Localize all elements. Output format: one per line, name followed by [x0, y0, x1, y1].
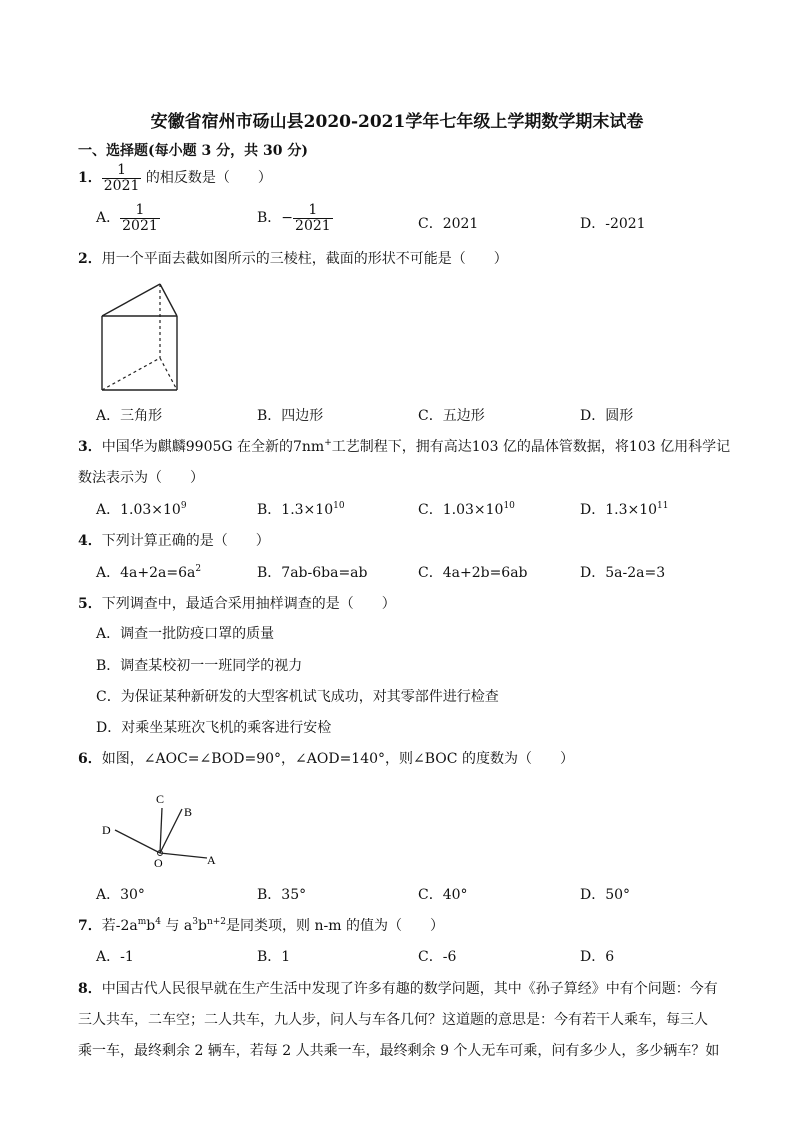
question-stem: 是同类项，则 n-m 的值为（ ）	[226, 918, 444, 934]
point-label-b: B	[184, 805, 193, 819]
question-stem: 中国华为麒麟9905G 在全新的7nm	[101, 439, 325, 455]
question-stem: 用一个平面去截如图所示的三棱柱，截面的形状不可能是（ ）	[101, 251, 508, 267]
option-b: B．7ab-6ba=ab	[257, 565, 368, 581]
exponent: 9	[180, 501, 187, 511]
option-c: C．五边形	[418, 408, 485, 424]
question-2	[78, 248, 508, 268]
option-b: B．调查某校初一一班同学的视力	[96, 658, 303, 674]
question-8-line-3: 乘一车，最终剩余 2 辆车，若每 2 人共乘一车，最终剩余 9 个人无车可乘，问有多少人，多少辆车？如	[78, 1043, 720, 1059]
fraction	[120, 203, 160, 233]
question-number: 4．	[78, 533, 102, 549]
triangular-prism-figure	[95, 280, 190, 395]
numerator: 1	[293, 203, 333, 219]
angle-figure	[95, 788, 225, 870]
option-d	[580, 499, 669, 519]
option-c: C．为保证某种新研发的大型客机试飞成功，对其零部件进行检查	[96, 689, 499, 705]
option-label: B．	[257, 210, 282, 227]
option-c	[418, 499, 515, 519]
question-6	[78, 748, 574, 768]
exponent: m	[137, 917, 147, 927]
exponent: 2	[195, 564, 202, 574]
question-3-line-2: 数法表示为（ ）	[78, 470, 204, 486]
option-b	[257, 499, 345, 519]
question-4	[78, 530, 270, 550]
question-3-line-1	[78, 436, 730, 456]
option-text: B．1.3×10	[257, 502, 334, 518]
exponent: 4	[155, 917, 161, 927]
exponent: 11	[657, 501, 669, 511]
option-b: B．四边形	[257, 408, 324, 424]
option-label: A．	[96, 210, 121, 227]
option-b: B．1	[257, 949, 291, 965]
question-1	[78, 163, 272, 193]
option-b: B．35°	[257, 887, 307, 903]
denominator: 2021	[295, 217, 331, 234]
option-c: C．2021	[418, 216, 479, 232]
question-stem: 下列调查中，最适合采用抽样调查的是（ ）	[101, 596, 396, 612]
denominator: 2021	[103, 177, 140, 194]
question-number: 1．	[78, 170, 102, 187]
fraction	[293, 203, 333, 233]
option-d: D．圆形	[580, 408, 634, 424]
option-a	[96, 499, 187, 519]
option-text: C．1.03×10	[418, 502, 504, 518]
option-d: D．对乘坐某班次飞机的乘客进行安检	[96, 720, 332, 736]
question-stem-cont: 工艺制程下，拥有高达103 亿的晶体管数据，将103 亿用科学记	[331, 439, 731, 455]
numerator: 1	[102, 163, 142, 179]
option-a	[96, 203, 160, 233]
option-text: A．4a+2a=6a	[96, 565, 196, 581]
denominator: 2021	[122, 217, 158, 234]
question-5	[78, 593, 396, 613]
option-d: D．5a-2a=3	[580, 565, 666, 581]
question-stem: 的相反数是（ ）	[145, 170, 272, 187]
option-a: A．-1	[96, 949, 134, 965]
question-number: 7．	[78, 918, 102, 934]
section-heading: 一、选择题(每小题 3 分，共 30 分)	[78, 143, 308, 159]
question-stem: 下列计算正确的是（ ）	[101, 533, 270, 549]
fraction	[102, 163, 142, 193]
question-number: 6．	[78, 751, 102, 767]
numerator: 1	[120, 203, 160, 219]
exponent: 10	[333, 501, 345, 511]
point-label-d: D	[102, 823, 111, 837]
option-c: C．-6	[418, 949, 457, 965]
option-a: A．调查一批防疫口罩的质量	[96, 626, 275, 642]
question-8-line-2: 三人共车，二车空；二人共车，九人步，问人与车各几何？这道题的意思是：今有若干人乘车，每三人	[78, 1012, 708, 1028]
question-stem: 若-2a	[101, 918, 138, 934]
question-stem: b	[146, 918, 156, 934]
question-stem: 与 a	[160, 918, 193, 934]
option-a: A．30°	[96, 887, 145, 903]
option-d: D．50°	[580, 887, 631, 903]
question-stem: b	[197, 918, 207, 934]
question-number: 8．	[78, 981, 102, 997]
option-d: D．6	[580, 949, 615, 965]
question-stem: 如图，∠AOC=∠BOD=90°，∠AOD=140°，则∠BOC 的度数为（ ）	[101, 751, 574, 767]
question-8-line-1	[78, 978, 718, 998]
exponent: n+2	[206, 917, 227, 927]
option-c: C．4a+2b=6ab	[418, 565, 528, 581]
option-c: C．40°	[418, 887, 468, 903]
option-text: A．1.03×10	[96, 502, 181, 518]
option-d: D．-2021	[580, 216, 646, 232]
question-number: 2．	[78, 251, 102, 267]
question-7	[78, 915, 444, 935]
point-label-a: A	[207, 853, 216, 867]
superscript: +	[324, 438, 332, 448]
exponent: 10	[503, 501, 515, 511]
page-title: 安徽省宿州市砀山县2020-2021学年七年级上学期数学期末试卷	[150, 112, 644, 132]
option-a: A．三角形	[96, 408, 163, 424]
question-number: 5．	[78, 596, 102, 612]
question-number: 3．	[78, 439, 102, 455]
point-label-o: O	[154, 856, 163, 870]
point-label-c: C	[156, 792, 165, 806]
option-b	[257, 203, 333, 233]
question-stem: 中国古代人民很早就在生产生活中发现了许多有趣的数学问题，其中《孙子算经》中有个问题：今有	[101, 981, 718, 997]
exponent: 3	[192, 917, 198, 927]
option-a	[96, 562, 201, 582]
minus-sign: −	[281, 210, 294, 227]
option-text: D．1.3×10	[580, 502, 658, 518]
